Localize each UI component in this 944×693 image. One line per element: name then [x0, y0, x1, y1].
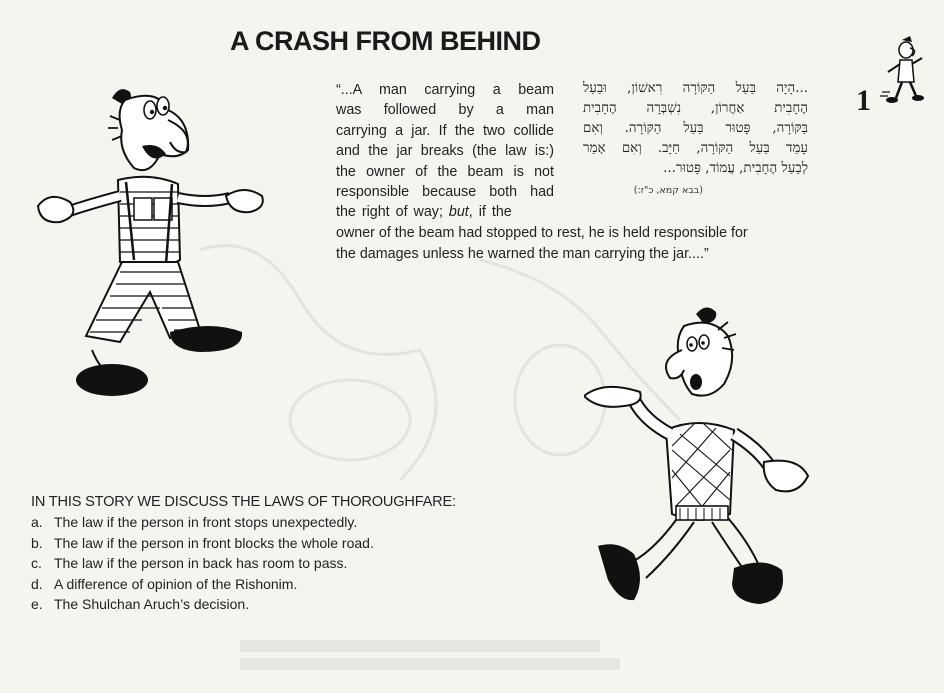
list-letter: e.	[31, 596, 43, 613]
english-quote	[336, 80, 554, 223]
hebrew-line: לְבַעַל הֶחָבִית, עֲמוֹד, פָּטוּר...	[663, 161, 808, 176]
hebrew-line: עָמַד בַּעַל הַקּוֹרָה, חַיָּב. וְאִם אָמַר	[583, 141, 808, 156]
hebrew-line: הֶחָבִית אַחֲרוֹן, נִשְׁבְּרָה הֶחָבִית	[583, 101, 808, 116]
list-text: A difference of opinion of the Rishonim.	[54, 575, 298, 592]
laws-heading: IN THIS STORY WE DISCUSS THE LAWS OF THOROUGHFARE:	[31, 494, 456, 510]
hebrew-line: בַּקּוֹרָה, פָּטוּר בַּעַל הַקּוֹרָה. וְאִם	[583, 121, 808, 136]
quote-line: and the jar breaks (the law is:)	[336, 143, 554, 160]
quote-line: carrying a jar. If the two collide	[336, 122, 554, 139]
quote-line: “...A man carrying a beam	[336, 82, 554, 98]
quote-line: owner of the beam had stopped to rest, he is held responsible for	[336, 225, 748, 241]
quote-line: the owner of the beam is not	[336, 163, 554, 180]
quote-line: the damages unless he warned the man carrying the jar....”	[336, 245, 709, 262]
list-letter: c.	[31, 555, 42, 572]
hebrew-source-citation: (בבא קמא, כ"ז:)	[633, 185, 703, 196]
list-letter: a.	[31, 514, 43, 530]
list-letter: b.	[31, 534, 43, 551]
laws-list	[31, 512, 571, 615]
list-item	[31, 533, 571, 554]
list-letter: d.	[31, 575, 43, 592]
english-quote-continuation	[336, 223, 816, 264]
list-item	[31, 594, 571, 615]
hebrew-line: ...הָיָה בַּעַל הַקּוֹרָה רִאשׁוֹן, וּבַעַל	[583, 81, 808, 96]
laws-section	[31, 492, 571, 615]
beam-carrier-cartoon	[30, 80, 270, 410]
chapter-number: 1	[856, 84, 871, 117]
list-text: The law if the person in back has room to pass.	[54, 555, 348, 572]
list-item	[31, 553, 571, 574]
quote-emphasis: but	[448, 204, 469, 221]
quote-line-part: the right of way;	[336, 204, 449, 221]
list-text: The Shulchan Aruch’s decision.	[54, 596, 250, 613]
list-text: The law if the person in front blocks the whole road.	[54, 534, 374, 551]
quote-line: responsible because both had	[336, 184, 554, 201]
page-title: A CRASH FROM BEHIND	[230, 26, 541, 56]
quote-line-part: , if the	[468, 204, 512, 221]
running-man-icon	[880, 32, 930, 112]
list-text: The law if the person in front stops unexpectedly.	[54, 514, 358, 530]
list-item	[31, 574, 571, 595]
quote-line-split	[336, 202, 554, 222]
quote-line: was followed by a man	[336, 102, 554, 119]
hebrew-quote	[583, 79, 808, 179]
jar-carrier-cartoon	[584, 300, 814, 620]
list-item	[31, 512, 571, 533]
